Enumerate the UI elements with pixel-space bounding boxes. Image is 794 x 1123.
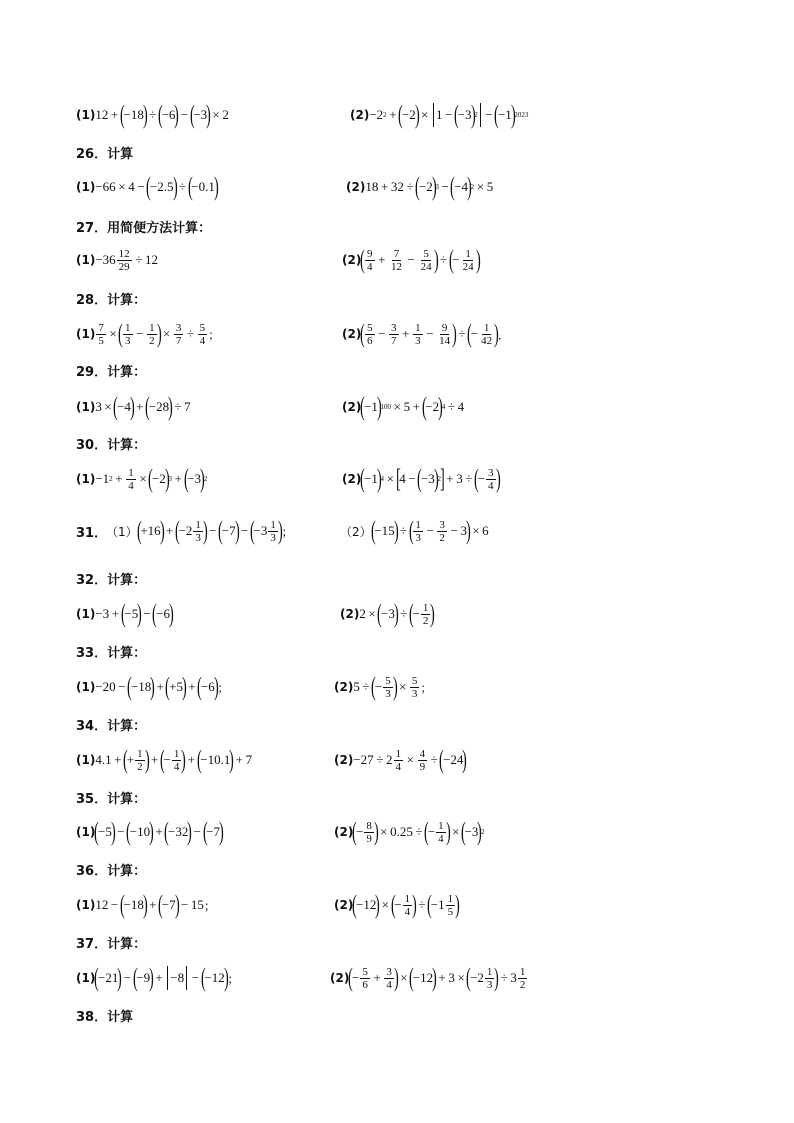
math-expression: ( − 1 ) 4 × [ 4 − ( − 3 ) 2 ] + 3 ÷ ( − $\frac{3}{4}$ )	[360, 464, 501, 493]
math-expression: 5 ÷ ( − $\frac{5}{3}$ ) × $\frac{5}{3}$ ；	[353, 672, 433, 701]
part-label: (2)	[340, 607, 360, 621]
question-title: 33．计算：	[76, 646, 147, 661]
math-expression: − 66 × 4 − ( − 2.5 ) ÷ ( − 0.1 )	[95, 172, 219, 201]
q35-part-1	[76, 817, 223, 847]
question-title: 29．计算：	[76, 365, 147, 380]
question-title: 37．计算：	[76, 937, 147, 952]
q26-part-2	[346, 172, 493, 202]
question-title: 32．计算：	[76, 573, 147, 588]
math-expression: 4.1 + ( + $\frac{1}{2}$ ) + ( − $\frac{1}{4}$ ) + ( − 10.1 ) + 7	[95, 745, 253, 774]
q36-part-1	[76, 890, 216, 920]
q29-part-2	[342, 392, 464, 422]
q36-part-2	[334, 890, 459, 920]
math-expression: 2 × ( − 3 ) ÷ ( − $\frac{1}{2}$ )	[359, 599, 436, 628]
q37-part-1	[76, 963, 239, 993]
q30-part-2	[342, 464, 499, 494]
math-expression: ( − $\frac{8}{9}$ ) × 0.25 ÷ ( − $\frac{1}{4}$ ) × ( − 3 ) 2	[352, 817, 485, 846]
q32-part-2	[340, 599, 434, 629]
math-expression: 18 + 32 ÷ ( − 2 ) 3 − ( − 4 ) 2 × 5	[365, 172, 494, 201]
math-expression: ( − 15 ) ÷ ( 1 3 − $\frac{3}{2}$ − 3 ) × 6	[370, 516, 489, 545]
part-label: (1)	[76, 327, 96, 341]
q35-part-2	[334, 817, 485, 847]
part-label: (2)	[334, 898, 354, 912]
math-expression: 12 − ( − 18 ) + ( − 7 ) − 15 ；	[95, 890, 216, 919]
part-label: (1)	[76, 825, 96, 839]
part-label: (1)	[76, 400, 96, 414]
part-label: (1)	[76, 253, 96, 267]
part-label: (1)	[76, 108, 96, 122]
part-label: (1)	[76, 180, 96, 194]
q28-part-2	[342, 319, 510, 349]
part-label: (1)	[76, 680, 96, 694]
math-expression: − 2 2 + ( − 2 ) × 1 − ( − 3 ) 2 − ( − 1 ) 2023	[369, 100, 529, 129]
q25-part-2	[350, 100, 528, 130]
math-expression: ( − 21 ) − ( − 9 ) + − 8 − ( − 12 ) ；	[94, 963, 240, 992]
question-title: 38．计算	[76, 1010, 134, 1025]
part-label: (1)	[76, 898, 96, 912]
question-title: 35．计算：	[76, 792, 147, 807]
math-expression: 3 × ( − 4 ) + ( − 28 ) ÷ 7	[95, 392, 191, 421]
question-title: 27．用简便方法计算：	[76, 221, 212, 236]
math-expression: ( − 5 ) − ( − 10 ) + ( − 32 ) − ( − 7 )	[94, 817, 224, 846]
math-expression: ( − $\frac{5}{6}$ + $\frac{3}{4}$ ) × ( − 12 ) + 3 × ( −2 1 3 ) ÷ 3 1 2	[348, 963, 526, 992]
question-title: 30．计算：	[76, 438, 147, 453]
math-expression: −36 12 29 ÷ 12	[95, 247, 159, 273]
part-label: (1)	[76, 607, 96, 621]
part-label: (1)	[76, 472, 96, 486]
math-expression: $\frac{7}{5}$ × ( 1 3 − $\frac{1}{2}$ ) × $\frac{3}{7}$ ÷ $\frac{5}{4}$ ；	[98, 319, 221, 348]
math-expression: − 20 − ( − 18 ) + ( + 5 ) + ( − 6 ) ；	[95, 672, 230, 701]
question-title: 36．计算：	[76, 864, 147, 879]
part-label: (2)	[342, 253, 362, 267]
part-label: (2)	[346, 180, 366, 194]
q27-part-2	[342, 245, 479, 275]
q25-part-1	[76, 100, 229, 130]
q31-part-1	[106, 516, 294, 546]
question-title: 34．计算：	[76, 719, 147, 734]
math-expression: ( − 1 ) 100 × 5 + ( − 2 ) 4 ÷ 4	[360, 392, 465, 421]
math-expression: − 3 + ( − 5 ) − ( − 6 )	[95, 599, 174, 628]
question-title: 28．计算：	[76, 293, 147, 308]
part-label: (2)	[342, 400, 362, 414]
part-label: (2)	[334, 680, 354, 694]
math-expression: − 27 ÷ 2 1 4 × $\frac{4}{9}$ ÷ ( − 24 )	[353, 745, 468, 774]
part-label: (2)	[334, 753, 354, 767]
part-label: (1)	[76, 753, 96, 767]
question-title: 26．计算	[76, 147, 134, 162]
math-expression: ( + 16 ) + ( −2 1 3 ) − ( − 7 ) − ( −3 1 3 ) ；	[136, 516, 294, 545]
part-label: (2)	[330, 971, 350, 985]
part-label: (2)	[342, 472, 362, 486]
part-label: (2)	[350, 108, 370, 122]
part-label: （1）	[106, 524, 138, 539]
math-expression: ( − 12 ) × ( − $\frac{1}{4}$ ) ÷ ( −1 1 5 )	[352, 890, 460, 919]
q37-part-2	[330, 963, 528, 993]
q28-part-1	[76, 319, 220, 349]
math-expression: − 1 2 + $\frac{1}{4}$ × ( − 2 ) 3 + ( − 3 ) 2	[95, 464, 208, 493]
math-expression: 12 + ( − 18 ) ÷ ( − 6 ) − ( − 3 ) × 2	[95, 100, 229, 129]
q33-part-2	[334, 672, 432, 702]
q29-part-1	[76, 392, 191, 422]
q27-part-1	[76, 245, 158, 275]
q30-part-1	[76, 464, 207, 494]
q34-part-2	[334, 745, 466, 775]
part-label: （2）	[340, 524, 372, 539]
q34-part-1	[76, 745, 252, 775]
q26-part-1	[76, 172, 217, 202]
math-expression: ( 5 6 − $\frac{3}{7}$ + $\frac{1}{3}$ − $\frac{9}{14}$ ) ÷ ( − $\frac{1}{42}$ ) ．	[360, 319, 510, 348]
part-label: (1)	[76, 971, 96, 985]
question-title: 31．	[76, 526, 108, 541]
q31-part-2	[340, 516, 489, 546]
q32-part-1	[76, 599, 173, 629]
math-expression: ( 9 4 + $\frac{7}{12}$ − $\frac{5}{24}$ ) ÷ ( − $\frac{1}{24}$ )	[360, 245, 481, 274]
part-label: (2)	[334, 825, 354, 839]
part-label: (2)	[342, 327, 362, 341]
q33-part-1	[76, 672, 229, 702]
